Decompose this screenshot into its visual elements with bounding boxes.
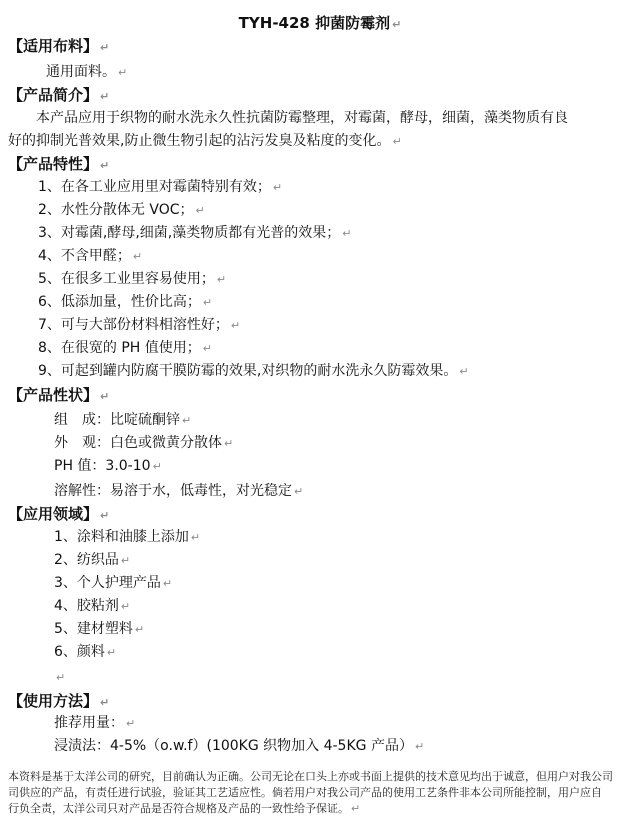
paragraph-mark-icon: ↵ [120, 600, 131, 613]
section-heading-fabrics: 【适用布料】 ↵ [8, 37, 110, 55]
section-heading-features: 【产品特性】 ↵ [8, 155, 110, 173]
feature-item: 9、可起到罐内防腐干膜防霉的效果,对织物的耐水洗永久防霉效果。 ↵ [38, 363, 469, 379]
application-item: 5、建材塑料 ↵ [54, 621, 145, 637]
paragraph-mark-icon: ↵ [126, 717, 136, 730]
application-item: 2、纺织品 ↵ [54, 552, 131, 568]
feature-item: 1、在各工业应用里对霉菌特别有效； ↵ [38, 179, 283, 195]
paragraph-mark-icon: ↵ [100, 390, 110, 403]
paragraph-mark-icon: ↵ [132, 250, 143, 263]
intro-line-2: 好的抑制光普效果,防止微生物引起的沾污发臭及粘度的变化。 ↵ [8, 133, 402, 149]
paragraph-mark-icon: ↵ [118, 66, 128, 79]
application-item: 6、颜料 ↵ [54, 644, 117, 660]
feature-item: 2、水性分散体无 VOC； ↵ [38, 202, 205, 218]
section-heading-usage: 【使用方法】 ↵ [8, 692, 110, 710]
paragraph-mark-icon: ↵ [100, 159, 110, 172]
paragraph-mark-icon: ↵ [392, 135, 402, 148]
paragraph-mark-icon: ↵ [100, 90, 110, 103]
paragraph-mark-icon: ↵ [162, 577, 173, 590]
paragraph-mark-icon: ↵ [120, 554, 131, 567]
property-appearance: 外 观：白色或微黄分散体 ↵ [54, 435, 234, 451]
property-composition: 组 成：比啶硫酮锌 ↵ [54, 412, 192, 428]
paragraph-mark-icon: ↵ [152, 460, 162, 473]
usage-dosage: 推荐用量： ↵ [54, 715, 136, 731]
feature-item: 5、在很多工业里容易使用； ↵ [38, 271, 227, 287]
document-title: TYH-428 抑菌防霉剂 ↵ [238, 14, 402, 32]
disclaimer [8, 769, 632, 817]
feature-item: 8、在很宽的 PH 值使用； ↵ [38, 340, 212, 356]
paragraph-mark-icon: ↵ [414, 740, 425, 753]
paragraph-mark-icon: ↵ [294, 485, 304, 498]
property-ph: PH 值：3.0-10 ↵ [54, 458, 162, 474]
paragraph-mark-icon: ↵ [195, 204, 205, 217]
usage-method: 浸渍法：4-5%（o.w.f）(100KG 织物加入 4-5KG 产品） ↵ [54, 738, 425, 754]
paragraph-mark-icon: ↵ [351, 802, 361, 815]
paragraph-mark-icon: ↵ [216, 273, 227, 286]
section-heading-properties: 【产品性状】 ↵ [8, 386, 110, 404]
section-heading-intro: 【产品简介】 ↵ [8, 86, 110, 104]
disclaimer-line-1: 本资料是基于太洋公司的研究，目前确认为正确。公司无论在口头上亦或书面上提供的技术意见均出于诚意，但用户对我公司 [8, 770, 613, 783]
application-item: 3、个人护理产品 ↵ [54, 575, 173, 591]
feature-item: 6、低添加量，性价比高； ↵ [38, 294, 213, 310]
feature-item: 7、可与大部份材料相溶性好； ↵ [38, 317, 241, 333]
paragraph-mark-icon: ↵ [392, 18, 402, 31]
application-item: 1、涂料和油膝上添加 ↵ [54, 529, 201, 545]
feature-item: 4、不含甲醛； ↵ [38, 248, 143, 264]
disclaimer-line-3: 行负全责，太洋公司只对产品是否符合规格及产品的一致性给予保证。 ↵ [8, 802, 361, 815]
fabrics-content: 通用面料。 ↵ [46, 64, 128, 80]
paragraph-mark-icon: ↵ [230, 319, 241, 332]
paragraph-mark-icon: ↵ [100, 509, 110, 522]
paragraph-mark-icon: ↵ [342, 227, 352, 240]
paragraph-mark-icon: ↵ [459, 365, 469, 378]
paragraph-mark-icon: ↵ [202, 296, 213, 309]
paragraph-mark-icon: ↵ [56, 671, 66, 684]
paragraph-mark-icon: ↵ [134, 623, 145, 636]
empty-paragraph [54, 666, 65, 689]
paragraph-mark-icon: ↵ [106, 646, 117, 659]
intro-line-1: 本产品应用于织物的耐水洗永久性抗菌防霉整理，对霉菌，酵母，细菌，藻类物质有良 [36, 110, 568, 126]
feature-item: 3、对霉菌,酵母,细菌,藻类物质都有光普的效果； ↵ [38, 225, 352, 241]
paragraph-mark-icon: ↵ [202, 342, 212, 355]
disclaimer-line-2: 司供应的产品，有责任进行试验，验证其工艺适应性。倘若用户对我公司产品的使用工艺条件非本公司所能控制，用户应自 [8, 786, 602, 799]
paragraph-mark-icon: ↵ [224, 437, 234, 450]
paragraph-mark-icon: ↵ [182, 414, 192, 427]
paragraph-mark-icon: ↵ [190, 531, 201, 544]
application-item: 4、胶粘剂 ↵ [54, 598, 131, 614]
paragraph-mark-icon: ↵ [100, 696, 110, 709]
paragraph-mark-icon: ↵ [100, 41, 110, 54]
paragraph-mark-icon: ↵ [272, 181, 283, 194]
section-heading-applications: 【应用领域】 ↵ [8, 505, 110, 523]
property-solubility: 溶解性：易溶于水，低毒性，对光稳定 ↵ [54, 483, 304, 499]
